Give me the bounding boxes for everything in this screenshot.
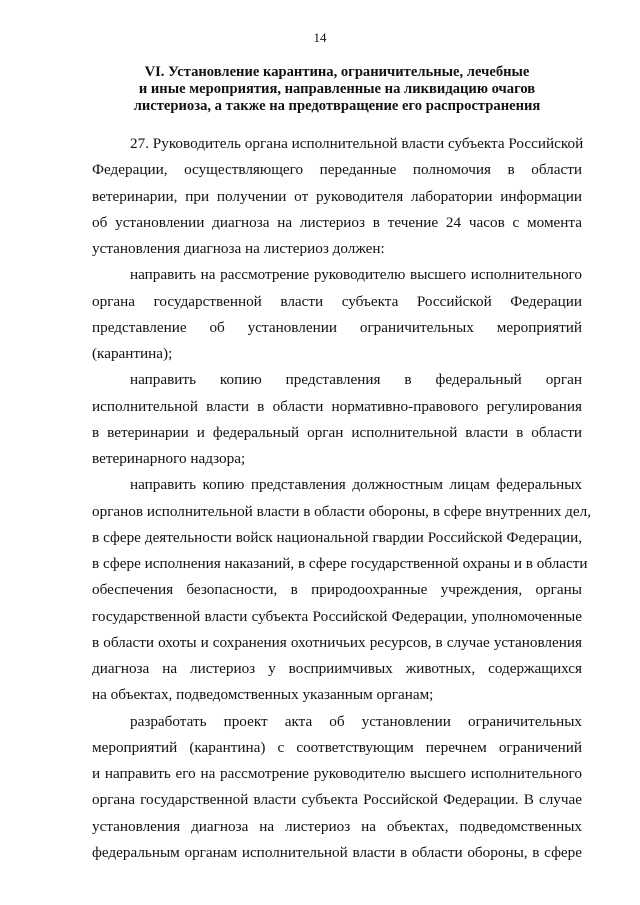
text-line: в сфере исполнения наказаний, в сфере государственной охраны и в области [92,555,588,572]
text-line: об установлении диагноза на листериоз в течение 24 часов с момента [92,213,582,231]
text-line: в области охоты и сохранения охотничьих ресурсов, в случае установления [92,633,582,651]
text-line: в сфере деятельности войск национальной гвардии Российской Федерации, [92,528,582,546]
text-line: Федерации, осуществляющего переданные полномочия в области [92,161,582,179]
text-line: 27. Руководитель органа исполнительной власти субъекта Российской [130,135,584,152]
text-line: органа государственной власти субъекта Российской Федерации. В случае [92,791,582,809]
text-line: ветеринарии, при получении от руководителя лаборатории информации [92,187,582,205]
text-line: обеспечения безопасности, в природоохранные учреждения, органы [92,581,582,599]
text-line: установления диагноза на листериоз должен: [92,240,385,257]
text-line: установления диагноза на листериоз на объектах, подведомственных [92,817,582,835]
text-line: направить копию представления в федеральный орган [130,371,582,389]
text-line: направить на рассмотрение руководителю высшего исполнительного [130,266,582,284]
text-line: разработать проект акта об установлении ограничительных [130,712,582,730]
text-line: ветеринарного надзора; [92,450,246,467]
paragraph-27 [92,131,582,262]
paragraph-send-copy-federal [92,367,582,472]
text-line: на объектах, подведомственных указанным органам; [92,686,434,704]
section-heading [92,64,582,115]
text-line: государственной власти субъекта Российской Федерации, уполномоченные [92,607,582,625]
section-heading-line: VI. Установление карантина, ограничительные, лечебные [144,64,530,80]
page-number: 14 [313,30,327,45]
text-line: и направить его на рассмотрение руководителю высшего исполнительного [92,765,582,782]
text-line: органа государственной власти субъекта Российской Федерации [92,292,582,310]
text-line: исполнительной власти в области нормативно-правового регулирования [92,397,582,415]
section-heading-line: и иные мероприятия, направленные на ликвидацию очагов [138,81,536,97]
document-body [92,131,592,866]
text-line: мероприятий (карантина) с соответствующим перечнем ограничений [92,738,582,756]
paragraph-send-copy-officials [92,472,592,708]
paragraph-develop-act [92,709,582,867]
text-line: в ветеринарии и федеральный орган исполнительной власти в области [92,423,582,441]
text-line: (карантина); [92,345,173,362]
text-line: органов исполнительной власти в области обороны, в сфере внутренних дел, [92,502,592,520]
paragraph-send-representation [92,262,582,367]
text-line: направить копию представления должностным лицам федеральных [130,476,582,494]
text-line: федеральным органам исполнительной власти в области обороны, в сфере [92,843,582,861]
text-line: диагноза на листериоз у восприимчивых животных, содержащихся [92,660,582,677]
text-line: представление об установлении ограничительных мероприятий [92,318,582,336]
section-heading-line: листериоза, а также на предотвращение его распространения [133,98,541,114]
